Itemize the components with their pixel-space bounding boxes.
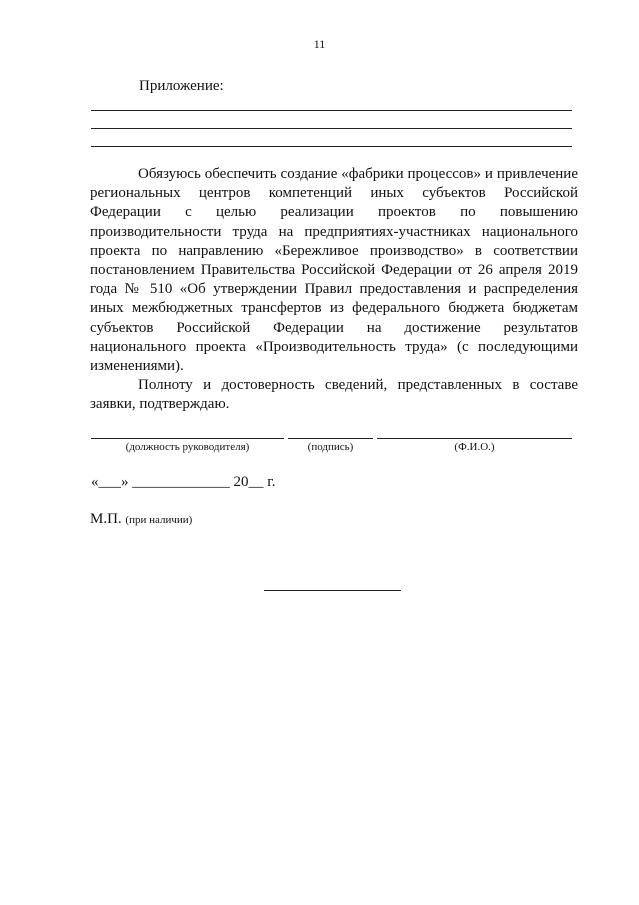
signature-caption: (подпись) [307, 441, 354, 453]
name-signature-line [377, 438, 572, 439]
position-signature-line [91, 438, 284, 439]
body-text [90, 165, 578, 415]
end-of-page-rule [264, 590, 401, 591]
confirmation-paragraph: Полноту и достоверность сведений, представленных в составе заявки, подтверждаю. [90, 377, 578, 413]
appendix-label: Приложение: [139, 78, 224, 94]
appendix-blank-line-2 [91, 128, 572, 129]
page-number: 11 [313, 37, 326, 51]
commitment-paragraph: Обязуюсь обеспечить создание «фабрики процессов» и привлечение региональных центров компетенций иных субъектов Российской Федерации с целью реализации проектов по повышению производительности труда на предприятиях-участниках национального проекта по направлению «Бережливое производство» в соответствии постановлением Правительства Российской Федерации от 26 апреля 2019 года № 510 «Об утверждении Правил предоставления и распределения иных межбюджетных трансфертов из федерального бюджета бюджетам субъектов Российской Федерации на достижение результатов национального проекта «Производительность труда» (с последующими изменениями). [90, 166, 578, 375]
date-line: «___» _____________ 20__ г. [91, 474, 276, 490]
stamp-note: (при наличии) [125, 514, 193, 526]
signature-line [288, 438, 373, 439]
name-caption: (Ф.И.О.) [454, 441, 495, 453]
appendix-blank-line-3 [91, 146, 572, 147]
appendix-blank-line-1 [91, 110, 572, 111]
position-caption: (должность руководителя) [125, 441, 250, 453]
stamp-line [90, 511, 192, 528]
stamp-label: М.П. [90, 511, 122, 527]
